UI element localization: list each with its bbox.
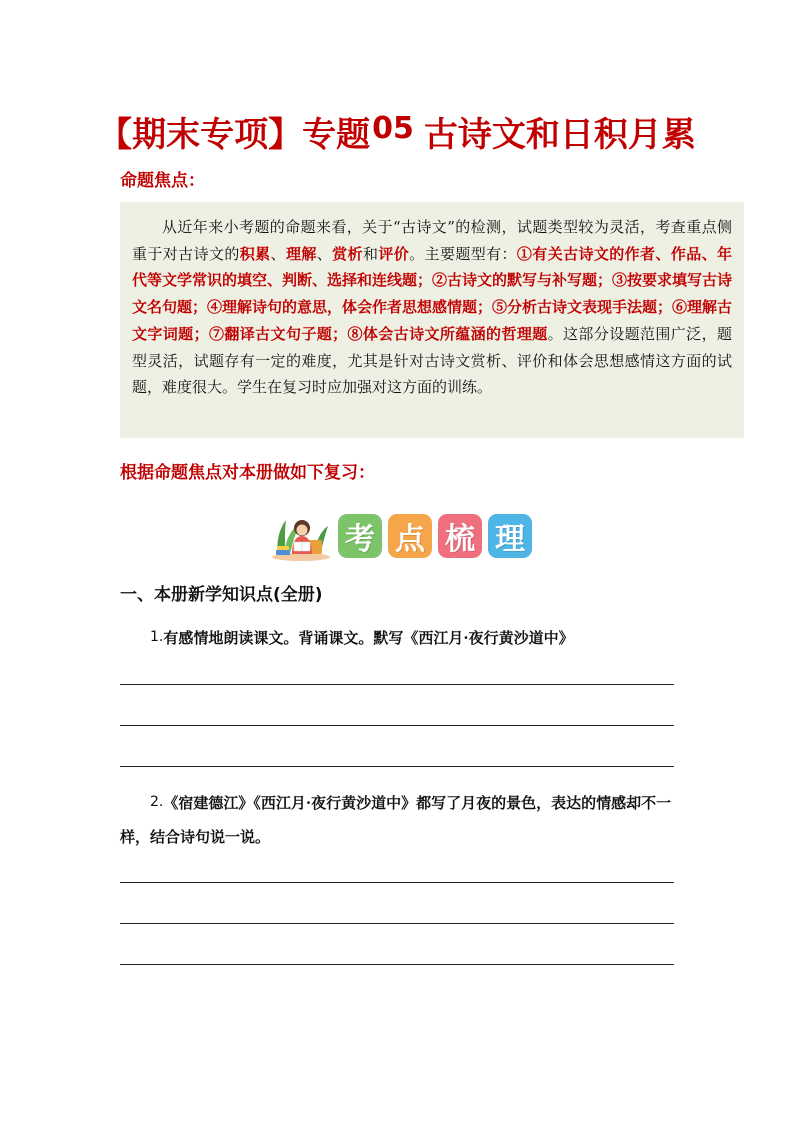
focus-text: 、	[270, 244, 286, 263]
question-text: 有感情地朗读课文。背诵课文。默写《西江月·夜行黄沙道中》	[163, 629, 574, 647]
answer-line[interactable]	[120, 684, 674, 685]
focus-emphasis-text: 赏析	[332, 244, 363, 263]
focus-text: 。主要题型有：	[409, 244, 517, 263]
title-number: 05	[372, 111, 414, 146]
answer-line[interactable]	[120, 725, 674, 726]
question-number: 1.	[150, 629, 164, 645]
banner-tile: 理	[488, 514, 532, 558]
title-prefix: 【期末专项】专题	[98, 115, 371, 155]
focus-text: 从近年来小考题的命题来看，关于“古诗文”的检测，试题类型较为灵活，考查重点侧重于对古诗文的	[132, 218, 732, 263]
review-banner	[270, 510, 532, 562]
answer-line[interactable]	[120, 964, 674, 965]
question-1	[120, 620, 680, 655]
focus-paragraph	[132, 214, 732, 401]
answer-line[interactable]	[120, 882, 674, 883]
title-suffix: 古诗文和日积月累	[423, 115, 696, 155]
focus-box	[120, 202, 744, 438]
focus-text: 。这部分设题范围广泛，题型灵活，试题存有一定的难度，尤其是针对古诗文赏析、评价和体会思想感情这方面的试题，难度很大。学生在复习时应加强对这方面的训练。	[132, 324, 732, 397]
question-text: 《宿建德江》《西江月·夜行黄沙道中》都写了月夜的景色，表达的情感却不一样，结合诗句说一说。	[120, 794, 672, 846]
focus-emphasis-text: ①有关古诗文的作者、作品、年代等文学常识的填空、判断、选择和连线题；②古诗文的默写与补写题；③按要求填写古诗文名句题；④理解诗句的意思，体会作者思想感情题；⑤分析古诗文表现手法题；⑥理解古文字词题；⑦翻译古文句子题；⑧体会古诗文所蕴涵的哲理题	[132, 244, 733, 343]
reading-girl-illustration-icon	[270, 510, 332, 562]
focus-text: 、	[316, 244, 333, 263]
focus-emphasis-text: 评价	[378, 244, 410, 263]
focus-heading: 命题焦点：	[120, 171, 205, 191]
page-title	[0, 104, 794, 160]
question-2	[120, 785, 680, 854]
banner-tile: 考	[338, 514, 382, 558]
answer-line[interactable]	[120, 923, 674, 924]
question-number: 2.	[150, 794, 164, 810]
focus-emphasis-text: 积累	[239, 244, 271, 263]
answer-line[interactable]	[120, 766, 674, 767]
banner-tile: 梳	[438, 514, 482, 558]
banner-tile: 点	[388, 514, 432, 558]
focus-emphasis-text: 理解	[285, 244, 317, 263]
review-heading: 根据命题焦点对本册做如下复习：	[120, 463, 375, 483]
section-heading: 一、本册新学知识点(全册)	[120, 585, 323, 605]
focus-text: 和	[362, 244, 379, 263]
